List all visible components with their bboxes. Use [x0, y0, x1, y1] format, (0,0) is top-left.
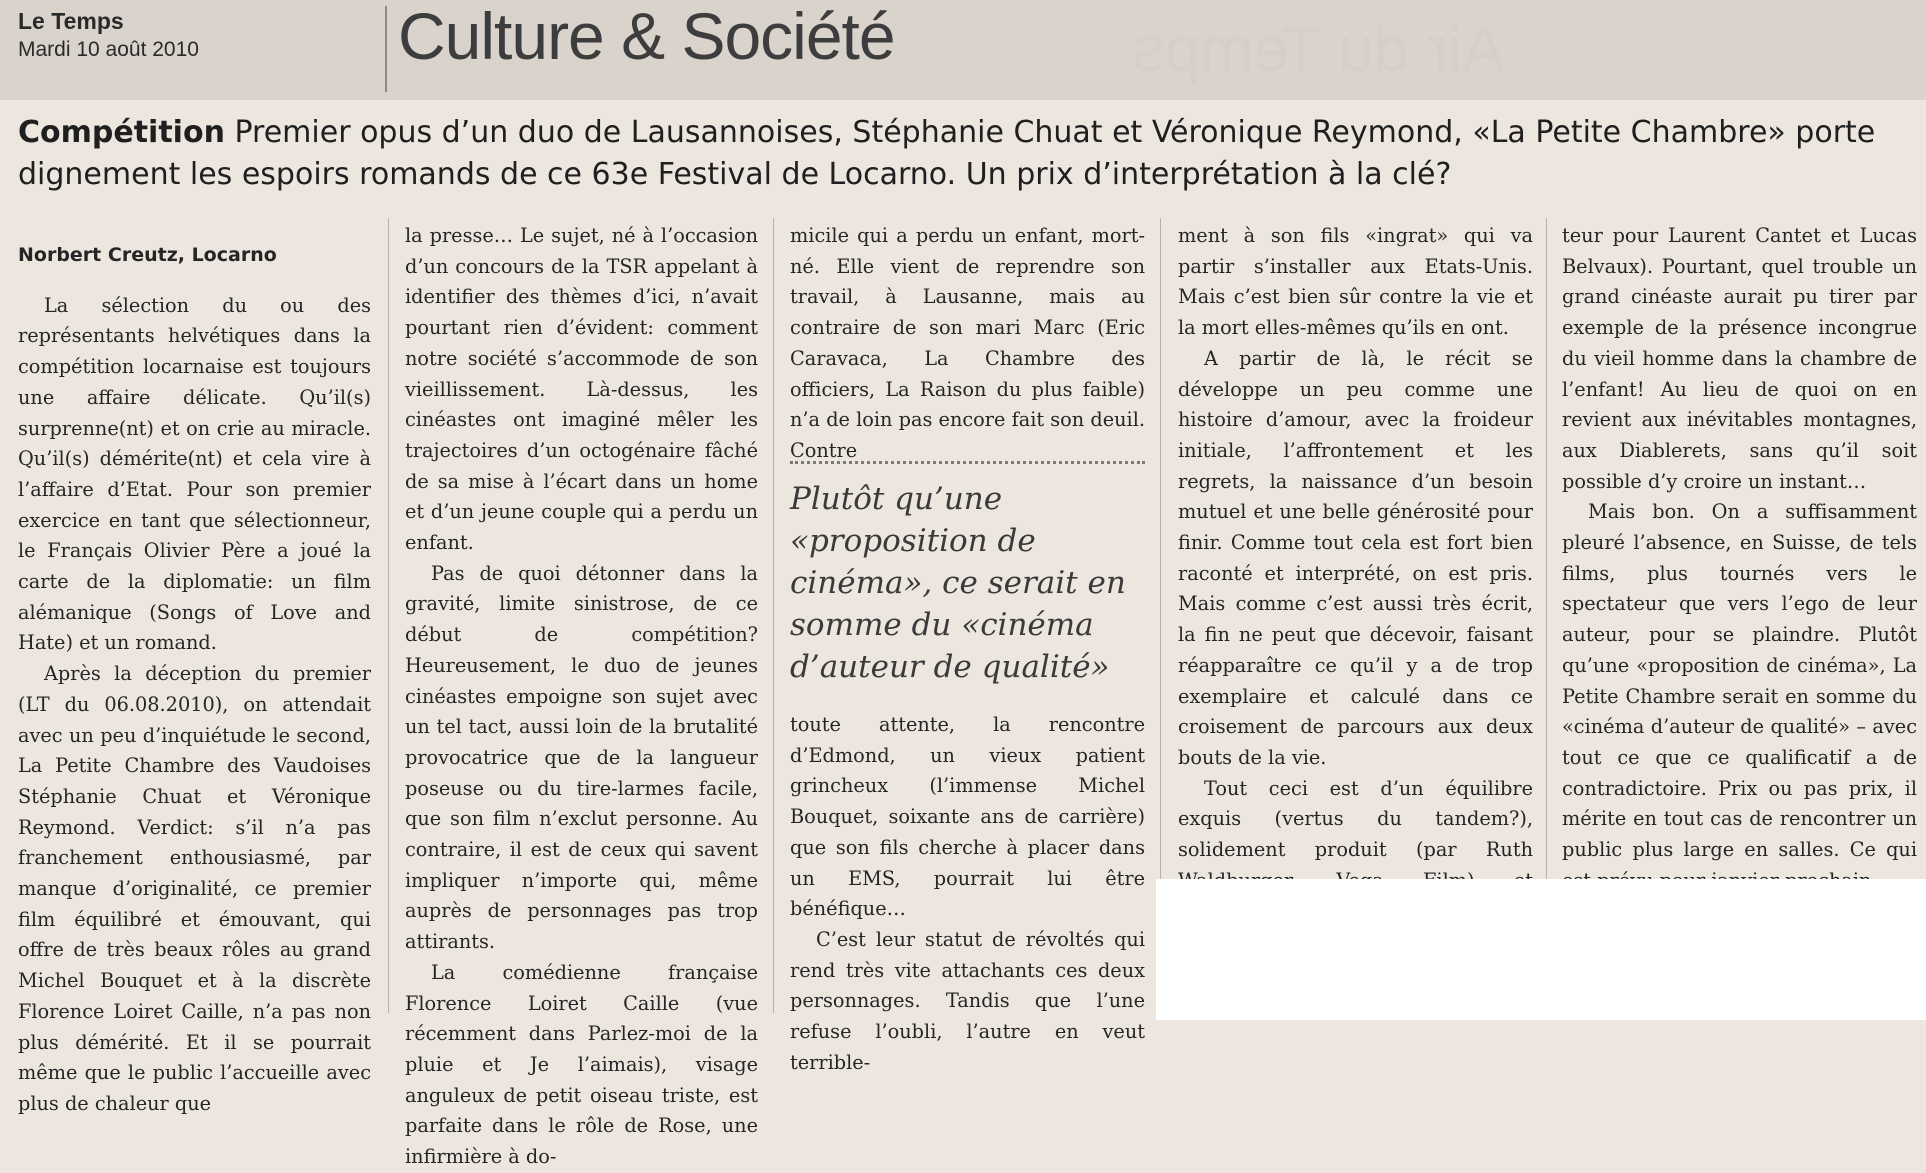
paragraph: micile qui a perdu un enfant, mort-né. Elle vient de reprendre son travail, à Lausanne, mais au contraire de son mari Marc (Eric Caravaca, La Chambre des officiers, La Raison du plus faible) n’a de loin pas encore fait son deuil. Contre [790, 224, 1145, 462]
paragraph: ment à son fils «ingrat» qui va partir s’installer aux Etats-Unis. Mais c’est bien sûr contre la vie et la mort elles-mêmes qu’ils en ont. [1178, 224, 1533, 340]
paragraph: Pas de quoi détonner dans la gravité, limite sinistrose, de ce début de compétition? Heureusement, le duo de jeunes cinéastes empoigne son sujet avec un tel tact, aussi loin de la brutalité provocatrice que de la langueur poseuse ou du tire-larmes facile, que son film n’exclut personne. Au contraire, il est de ceux qui savent impliquer n’importe qui, même auprès de personnages pas trop attirants. [405, 561, 758, 954]
paragraph: Mais bon. On a suffisamment pleuré l’absence, en Suisse, de tels films, plus tournés vers le spectateur que vers l’ego de leur auteur, pour se plaindre. Plutôt qu’une «proposition de cinéma», La Petite Chambre serait en somme du «cinéma d’auteur de qualité» – avec tout ce que ce qualificatif a de contradictoire. Prix ou pas prix, il mérite en tout cas de rencontrer un public plus large en salles. Ce qui [1562, 500, 1917, 862]
pull-quote-divider [790, 461, 1145, 468]
paragraph: teur pour Laurent Cantet et Lucas Belvaux). Pourtant, quel trouble un grand cinéaste aurait pu tirer par exemple de la présence incongrue du vieil homme dans la chambre de l’enfant! Au lieu de quoi on en revient aux inévitables montagnes, aux Diablerets, sans qu’il soit possible d’y croire un instant… [1562, 224, 1917, 493]
column-rule [388, 218, 389, 1013]
pull-quote: Plutôt qu’une «proposition de cinéma», ce serait en somme du «cinéma d’auteur de qualité» [790, 481, 1126, 685]
article-column-4 [1178, 221, 1533, 958]
lede-kicker: Compétition [18, 115, 225, 150]
byline: Norbert Creutz, Locarno [18, 244, 277, 266]
masthead-divider [385, 6, 387, 92]
paragraph: la presse… Le sujet, né à l’occasion d’un concours de la TSR appelant à identifier des thèmes d’ici, n’avait pourtant rien d’évident: comment notre société s’accommode de son vieillissement. Là-dessus, les cinéastes ont imaginé mêler les trajectoires d’un octogénaire fâché de sa mise à l’écart dans un home et d’un jeune couple qui a perdu un enfant. [405, 224, 758, 555]
paragraph: La sélection du ou des représentants helvétiques dans la compétition locarnaise est toujours une affaire délicate. Qu’il(s) surprenne(nt) et on crie au miracle. Qu’il(s) démérite(nt) et cela vire à l’affaire d’Etat. Pour son premier exercice en tant que sélectionneur, le Français Olivier Père a joué la carte de la diplomatie: un film alémanique (Songs of Love and Hate) et un romand. [18, 293, 371, 655]
article-column-3-continued [790, 710, 1145, 1078]
paragraph: toute attente, la rencontre d’Edmond, un vieux patient grincheux (l’immense Michel Bouquet, soixante ans de carrière) que son fils cherche à placer dans un EMS, pourrait lui être bénéfique… [790, 713, 1145, 921]
paragraph: Après la déception du premier (LT du 06.08.2010), on attendait avec un peu d’inquiétude le second, La Petite Chambre des Vaudoises Stéphanie Chuat et Véronique Reymond. Verdict: s’il n’a pas franchement enthousiasmé, par manque d’originalité, ce premier film équilibré et émouvant, qui offre de très beaux rôles au grand Michel Bouquet et à la discrète Florence Loiret Caille, n’a pas non plus démérité. Et il se pourrait même que le public l’accueille avec plus de chaleur que [18, 662, 371, 1115]
article-column-5 [1562, 221, 1917, 896]
paragraph: A partir de là, le récit se développe un peu comme une histoire d’amour, avec la froideur initiale, l’affrontement et les regrets, la naissance d’un besoin mutuel et une belle générosité pour finir. Comme tout cela est fort bien raconté et interprété, on est pris. Mais comme c’est aussi très écrit, la fin ne peut que décevoir, faisant réapparaître ce qu’il y a de trop exemplaire et calculé dans ce croisement de parcours aux deux bouts de la vie. [1178, 346, 1533, 769]
article-column-2 [405, 221, 758, 1173]
paragraph: Tout ceci est d’un équilibre exquis (vertus du tandem?), solidement produit (par Ruth [1178, 776, 1533, 862]
newspaper-name: Le Temps [18, 8, 124, 34]
article-column-1 [18, 228, 371, 1120]
article-lede [18, 112, 1913, 196]
masthead-band [0, 0, 1926, 100]
article-column-3 [790, 221, 1145, 467]
column-rule [773, 218, 774, 1013]
paragraph: C’est leur statut de révoltés qui rend très vite attachants ces deux personnages. Tandis que l’une refuse l’oubli, l’autre en veut terrible- [790, 927, 1145, 1074]
bleed-through-text: Air du Temps [1132, 13, 1505, 85]
lede-text: Premier opus d’un duo de Lausannoises, Stéphanie Chuat et Véronique Reymond, «La Petite Chambre» porte dignement les espoirs romands de ce 63e Festival de Locarno. Un prix d’interprétation à la clé? [18, 115, 1876, 192]
publication-date: Mardi 10 août 2010 [18, 38, 199, 61]
scan-blank-area [1156, 879, 1926, 1020]
paragraph: La comédienne française Florence Loiret Caille (vue récemment dans Parlez-moi de la pluie et Je l’aimais), visage anguleux de petit oiseau triste, est parfaite dans le rôle de Rose, une infirmière à do- [405, 960, 758, 1169]
section-title: Culture & Société [398, 0, 895, 73]
